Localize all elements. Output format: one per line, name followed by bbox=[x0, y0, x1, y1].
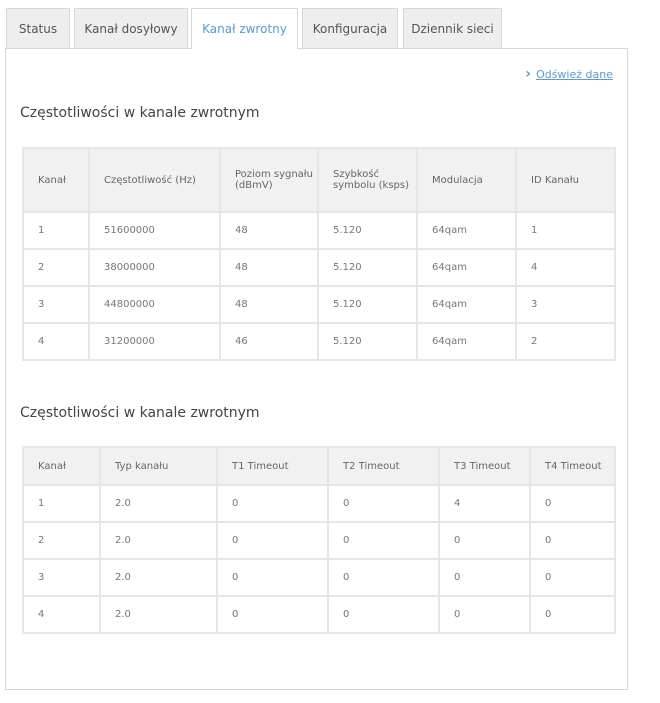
upstream-frequencies-title: Częstotliwości w kanale zwrotnym bbox=[20, 105, 260, 121]
table-cell: 4 bbox=[23, 323, 89, 360]
table-cell: 64qam bbox=[417, 249, 516, 286]
table-cell: 5.120 bbox=[318, 249, 417, 286]
column-header: Kanał bbox=[23, 148, 89, 212]
table-cell: 2 bbox=[516, 323, 615, 360]
table-cell: 64qam bbox=[417, 286, 516, 323]
table-row bbox=[23, 323, 615, 360]
table-cell: 4 bbox=[439, 485, 530, 522]
column-header: ID Kanału bbox=[516, 148, 615, 212]
table-cell: 3 bbox=[23, 286, 89, 323]
table-cell: 2.0 bbox=[100, 522, 217, 559]
table-cell: 0 bbox=[328, 522, 439, 559]
table-cell: 64qam bbox=[417, 212, 516, 249]
table-cell: 46 bbox=[220, 323, 318, 360]
table-cell: 0 bbox=[217, 485, 328, 522]
table-cell: 0 bbox=[217, 522, 328, 559]
table-cell: 0 bbox=[217, 559, 328, 596]
table-cell: 3 bbox=[23, 559, 100, 596]
table-row bbox=[23, 212, 615, 249]
content-panel bbox=[5, 48, 628, 690]
tab-status[interactable]: Status bbox=[6, 8, 70, 48]
table-cell: 0 bbox=[530, 522, 615, 559]
table-cell: 48 bbox=[220, 286, 318, 323]
table-cell: 0 bbox=[328, 559, 439, 596]
table-cell: 2.0 bbox=[100, 559, 217, 596]
refresh-link[interactable] bbox=[525, 67, 613, 81]
table-row bbox=[23, 249, 615, 286]
table-cell: 48 bbox=[220, 212, 318, 249]
refresh-label[interactable]: Odśwież dane bbox=[536, 67, 613, 81]
column-header: Modulacja bbox=[417, 148, 516, 212]
table-cell: 0 bbox=[328, 485, 439, 522]
table-header-row bbox=[23, 148, 615, 212]
table-cell: 0 bbox=[439, 522, 530, 559]
table-cell: 2 bbox=[23, 249, 89, 286]
table-cell: 2.0 bbox=[100, 596, 217, 633]
column-header: Kanał bbox=[23, 447, 100, 485]
table-cell: 1 bbox=[516, 212, 615, 249]
table-cell: 2.0 bbox=[100, 485, 217, 522]
column-header: T4 Timeout bbox=[530, 447, 615, 485]
table-cell: 1 bbox=[23, 212, 89, 249]
table-cell: 4 bbox=[23, 596, 100, 633]
table-cell: 5.120 bbox=[318, 286, 417, 323]
table-cell: 1 bbox=[23, 485, 100, 522]
column-header: Częstotliwość (Hz) bbox=[89, 148, 220, 212]
table-cell: 0 bbox=[217, 596, 328, 633]
tab-kanal-dosylowy[interactable]: Kanał dosyłowy bbox=[74, 8, 188, 48]
table-cell: 38000000 bbox=[89, 249, 220, 286]
table-row bbox=[23, 522, 615, 559]
upstream-frequencies-table bbox=[22, 147, 616, 361]
table-cell: 0 bbox=[439, 596, 530, 633]
table-cell: 2 bbox=[23, 522, 100, 559]
tab-konfiguracja[interactable]: Konfiguracja bbox=[302, 8, 398, 48]
table-cell: 0 bbox=[439, 559, 530, 596]
column-header: T3 Timeout bbox=[439, 447, 530, 485]
table-header-row bbox=[23, 447, 615, 485]
table-cell: 51600000 bbox=[89, 212, 220, 249]
upstream-timeouts-table bbox=[22, 446, 616, 634]
table-row bbox=[23, 559, 615, 596]
table-row bbox=[23, 286, 615, 323]
column-header: T2 Timeout bbox=[328, 447, 439, 485]
table-cell: 0 bbox=[530, 596, 615, 633]
table-cell: 5.120 bbox=[318, 323, 417, 360]
column-header: T1 Timeout bbox=[217, 447, 328, 485]
column-header: Poziom sygnału (dBmV) bbox=[220, 148, 318, 212]
table-cell: 31200000 bbox=[89, 323, 220, 360]
chevron-right-icon: › bbox=[525, 66, 532, 82]
column-header: Szybkość symbolu (ksps) bbox=[318, 148, 417, 212]
table-cell: 64qam bbox=[417, 323, 516, 360]
table-cell: 0 bbox=[530, 559, 615, 596]
table-cell: 44800000 bbox=[89, 286, 220, 323]
table-cell: 48 bbox=[220, 249, 318, 286]
upstream-timeouts-title: Częstotliwości w kanale zwrotnym bbox=[20, 405, 260, 421]
tab-kanal-zwrotny[interactable]: Kanał zwrotny bbox=[191, 8, 298, 49]
table-cell: 0 bbox=[530, 485, 615, 522]
tab-dziennik-sieci[interactable]: Dziennik sieci bbox=[403, 8, 502, 48]
table-cell: 4 bbox=[516, 249, 615, 286]
table-cell: 5.120 bbox=[318, 212, 417, 249]
table-row bbox=[23, 485, 615, 522]
column-header: Typ kanału bbox=[100, 447, 217, 485]
table-row bbox=[23, 596, 615, 633]
table-cell: 0 bbox=[328, 596, 439, 633]
table-cell: 3 bbox=[516, 286, 615, 323]
